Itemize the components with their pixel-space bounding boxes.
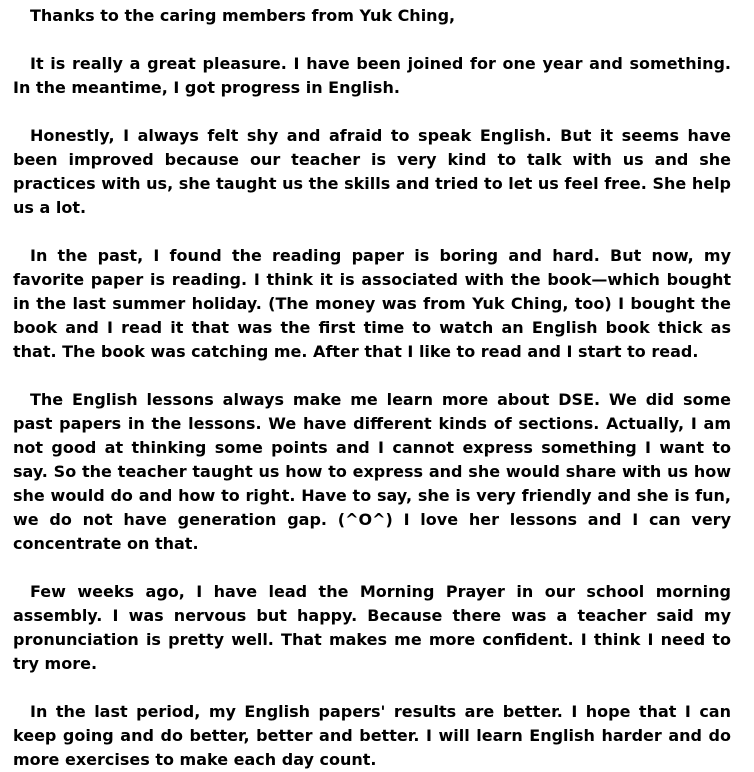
paragraph-reading: In the past, I found the reading paper is boring and hard. But now, my favorite paper is reading. I think it is associated with the book—which bought in the last summer holiday. (The money was from Yuk Ching, too) I bought the book and I read it that was the first time to watch an English book thick as that. The book was catching me. After that I like to read and I start to read. xyxy=(13,246,731,361)
paragraph-lessons: The English lessons always make me learn more about DSE. We did some past papers in the lessons. We have different kinds of sections. Actually, I am not good at thinking some points and I cannot express something I want to say. So the teacher taught us how to express and she would share with us how she would do and how to right. Have to say, she is very friendly and she is fun, we do not have generation gap. (^O^) I love her lessons and I can very concentrate on that. xyxy=(13,390,731,553)
paragraph-membership: It is really a great pleasure. I have been joined for one year and something. In the meantime, I got progress in English. xyxy=(13,54,731,97)
paragraph-morning-prayer: Few weeks ago, I have lead the Morning Prayer in our school morning assembly. I was nervous but happy. Because there was a teacher said my pronunciation is pretty well. That makes me more confident. I think I need to try more. xyxy=(13,582,731,673)
letter-greeting: Thanks to the caring members from Yuk Ching, xyxy=(30,6,456,25)
paragraph-speaking: Honestly, I always felt shy and afraid to speak English. But it seems have been improved because our teacher is very kind to talk with us and she practices with us, she taught us the skills and tried to let us feel free. She help us a lot. xyxy=(13,126,731,217)
paragraph-results: In the last period, my English papers' results are better. I hope that I can keep going and do better, better and better. I will learn English harder and do more exercises to make each day count. xyxy=(13,702,731,769)
